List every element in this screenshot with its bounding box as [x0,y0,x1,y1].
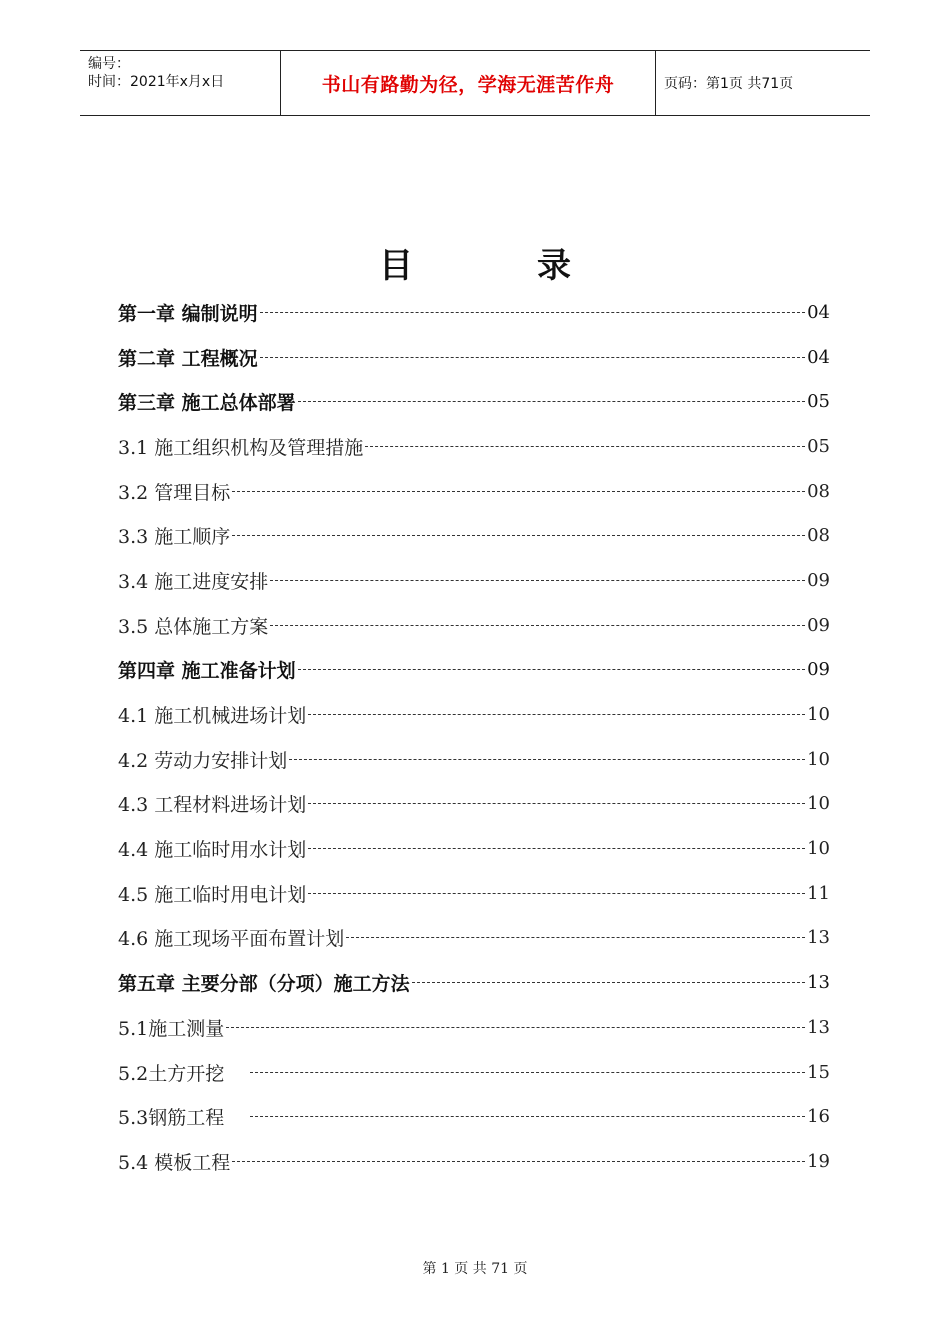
toc-entry-page: 05 [807,435,830,457]
toc-entry-text: 5.4 模板工程 [118,1151,231,1174]
toc-entry[interactable] [118,1139,830,1184]
toc-entry-text: 3.4 施工进度安排 [118,570,269,593]
toc-leader [308,803,805,804]
toc-leader [232,535,805,536]
toc-entry-text: 4.1 施工机械进场计划 [118,705,307,728]
toc-entry[interactable] [118,379,830,424]
toc-entry[interactable] [118,513,830,558]
toc-title-left: 目 [379,246,413,286]
toc-entry[interactable] [118,1005,830,1050]
toc-leader [250,1072,805,1073]
toc-entry[interactable] [118,335,830,380]
toc-entry[interactable] [118,469,830,514]
toc-leader [365,446,805,447]
toc-entry-page: 19 [807,1150,830,1172]
toc-entry[interactable] [118,782,830,827]
toc-leader [298,669,805,670]
toc-entry-text: 3.5 总体施工方案 [118,615,269,638]
toc-entry-page: 10 [807,793,830,815]
toc-entry-text: 4.6 施工现场平面布置计划 [118,928,345,951]
toc-entry-text: 第五章 主要分部（分项）施工方法 [118,973,410,996]
toc-entry-text: 3.1 施工组织机构及管理措施 [118,436,364,459]
toc-entry[interactable] [118,871,830,916]
toc-entry[interactable] [118,916,830,961]
toc-leader [346,937,805,938]
toc-entry-text: 第三章 施工总体部署 [118,392,296,415]
toc-entry-text: 第四章 施工准备计划 [118,660,296,683]
toc-entry[interactable] [118,737,830,782]
toc-entry-page: 15 [807,1061,830,1083]
toc-entry-text: 3.2 管理目标 [118,481,231,504]
toc-leader [289,759,805,760]
toc-entry-page: 09 [807,659,830,681]
toc-entry-page: 09 [807,569,830,591]
toc-entry-text: 5.2土方开挖 [118,1062,225,1085]
toc-entry-text: 4.2 劳动力安排计划 [118,749,288,772]
toc-title-right: 录 [537,246,571,286]
toc-leader [308,893,805,894]
toc-entry[interactable] [118,826,830,871]
document-number-label: 编号： [88,56,130,72]
toc-entry-page: 10 [807,748,830,770]
toc-leader [232,491,805,492]
toc-entry-page: 08 [807,525,830,547]
toc-leader [260,357,805,358]
toc-entry[interactable] [118,290,830,335]
toc-entry-page: 13 [807,927,830,949]
toc-entry-page: 08 [807,480,830,502]
page-footer: 第 1 页 共 71 页 [422,1261,528,1277]
toc-entry-text: 4.4 施工临时用水计划 [118,839,307,862]
toc-entry[interactable] [118,692,830,737]
toc-entry-page: 10 [807,704,830,726]
page-header [80,50,870,116]
toc-entry[interactable] [118,1094,830,1139]
table-of-contents [118,290,830,1184]
toc-entry-page: 04 [807,301,830,323]
toc-entry-text: 第二章 工程概况 [118,347,258,370]
toc-leader [298,401,805,402]
toc-leader [412,982,805,983]
toc-entry-page: 10 [807,838,830,860]
toc-entry-text: 第一章 编制说明 [118,302,258,325]
toc-entry-page: 04 [807,346,830,368]
header-meta [80,51,281,115]
document-time-label: 时间：2021年x月x日 [88,74,225,90]
toc-leader [250,1116,805,1117]
toc-leader [232,1161,805,1162]
toc-entry[interactable] [118,558,830,603]
toc-entry[interactable] [118,603,830,648]
toc-entry-text: 4.3 工程材料进场计划 [118,794,307,817]
toc-entry[interactable] [118,960,830,1005]
toc-leader [308,714,805,715]
toc-entry-page: 16 [807,1106,830,1128]
toc-entry-text: 4.5 施工临时用电计划 [118,883,307,906]
toc-leader [308,848,805,849]
toc-entry-text: 5.1施工测量 [118,1017,225,1040]
toc-leader [260,312,805,313]
toc-entry-page: 11 [807,882,830,904]
header-motto: 书山有路勤为径，学海无涯苦作舟 [281,51,656,115]
toc-entry[interactable] [118,424,830,469]
toc-entry[interactable] [118,648,830,693]
toc-leader [270,580,805,581]
toc-leader [226,1027,805,1028]
toc-leader [270,625,805,626]
toc-entry-text: 5.3钢筋工程 [118,1107,225,1130]
toc-entry-page: 05 [807,391,830,413]
toc-entry-page: 13 [807,1016,830,1038]
toc-entry-page: 13 [807,972,830,994]
toc-entry-text: 3.3 施工顺序 [118,526,231,549]
toc-title [0,238,950,287]
toc-entry-page: 09 [807,614,830,636]
header-page-info: 页码：第1页 共71页 [664,76,794,92]
toc-entry[interactable] [118,1050,830,1095]
